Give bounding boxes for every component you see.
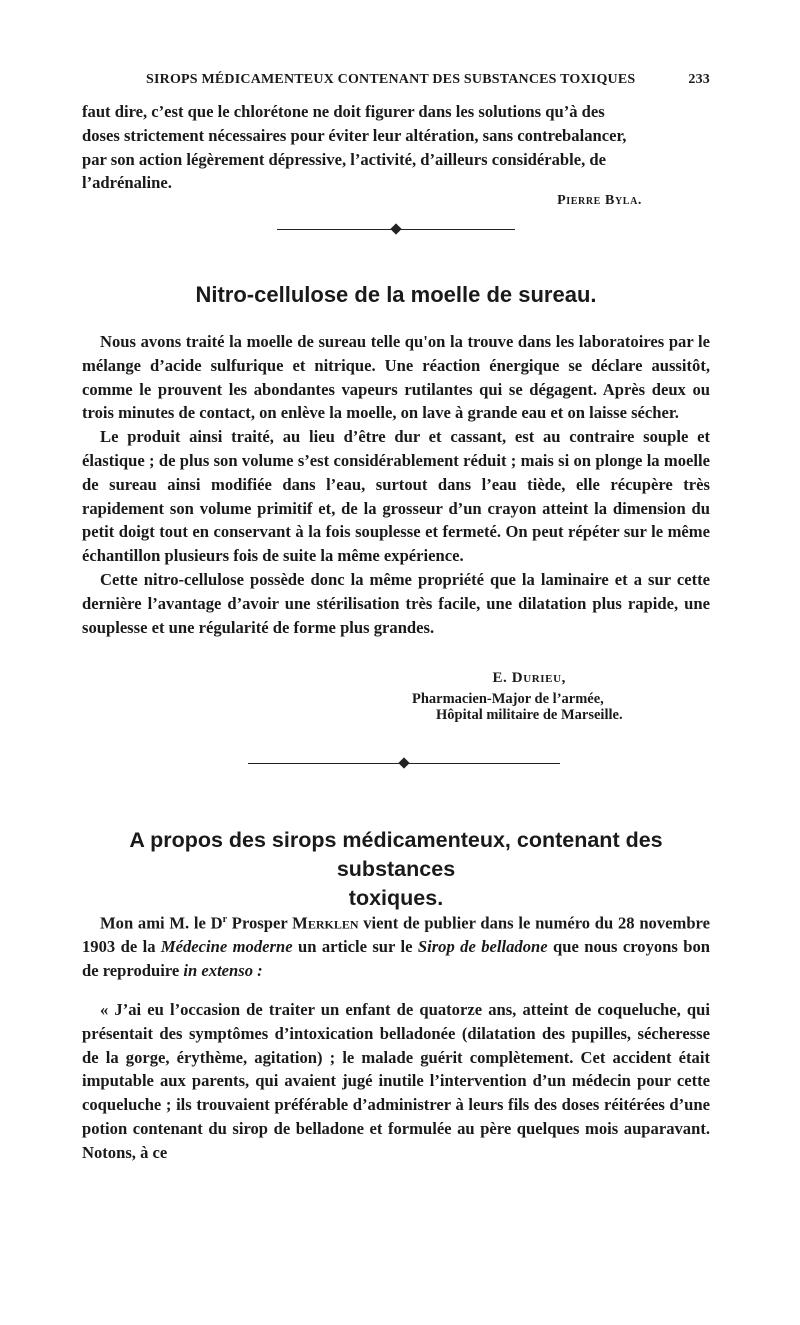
article-title-ref: Sirop de belladone [417, 937, 548, 957]
text-line: par son action légèrement dépressive, l’activité, d’ailleurs considérable, de [82, 149, 607, 169]
running-title: SIROPS MÉDICAMENTEUX CONTENANT DES SUBSTANCES TOXIQUES [146, 72, 636, 87]
affiliation-line: Hôpital militaire de Marseille. [436, 707, 623, 723]
text-line: faut dire, c’est que le chlorétone ne doit figurer dans les solutions qu’à des [82, 102, 605, 121]
signature-byla: Pierre Byla. [557, 193, 642, 208]
text-run: vient de publier dans le numéro du 28 novembre 1903 de la [82, 913, 710, 957]
text-run: que nous croyons bon de reproduire [82, 937, 710, 981]
paragraph: « J’ai eu l’occasion de traiter un enfant de quatorze ans, atteint de coqueluche, qui présentait des symptômes d’intoxication belladonée (dilatation des pupilles, sécheresse de la gorge, érythème, agitation) ; le malade guérit complètement. Cet accident était imputable aux parents, qui avaient jugé inutile l’intervention d’un médecin pour cette coqueluche ; ils trouvaient préférable d’administrer à leurs fils des doses réitérées d’une potion contenant du sirop de belladone et formulée au père quelques mois auparavant. Notons, à ce [82, 999, 710, 1162]
section-divider [277, 224, 515, 236]
paragraph [82, 908, 710, 983]
section-divider [248, 758, 560, 770]
latin-phrase: in extenso : [183, 961, 263, 981]
affiliation-line: Pharmacien-Major de l’armée, [412, 691, 604, 707]
author-name: Merklen [292, 913, 359, 933]
page-number: 233 [688, 72, 710, 87]
text-run: Mon ami M. le D [100, 913, 223, 933]
title-line: toxiques. [348, 886, 444, 910]
text-run: un article sur le [292, 937, 418, 957]
diamond-ornament-icon [398, 757, 409, 768]
superscript: r [222, 914, 228, 925]
article-ending [82, 100, 710, 195]
article-body-sirops [82, 908, 710, 1165]
running-head [82, 72, 710, 96]
title-line: A propos des sirops médicamenteux, contenant des substances [129, 828, 663, 881]
paragraph: Cette nitro-cellulose possède donc la même propriété que la laminaire et a sur cette dernière l’avantage d’avoir une stérilisation très facile, une dilatation plus rapide, une souplesse et une régularité de forme plus grandes. [82, 569, 710, 637]
text-line: l’adrénaline. [82, 173, 172, 193]
article-title-sirops [82, 826, 710, 913]
text-run: Prosper [227, 913, 293, 933]
paragraph: Le produit ainsi traité, au lieu d’être dur et cassant, est au contraire souple et élastique ; de plus son volume s’est considérablement réduit ; mais si on plonge la moelle de sureau ainsi modifiée dans l’eau, surtout dans l’eau tiède, elle récupère très rapidement son volume primitif et, de la grosseur d’un crayon atteint la dimension du petit doigt tout en conservant à la fois souplesse et fermeté. On peut répéter sur le même échantillon plusieurs fois de suite la même expérience. [82, 427, 710, 566]
document-page [82, 0, 710, 1325]
diamond-ornament-icon [390, 223, 401, 234]
text-line: doses strictement nécessaires pour éviter leur altération, sans contrebalancer, [82, 125, 627, 145]
article-body-nitrocellulose [82, 330, 710, 639]
paragraph: Nous avons traité la moelle de sureau telle qu'on la trouve dans les laboratoires par le mélange d’acide sulfurique et nitrique. Une réaction énergique se déclare aussitôt, comme le prouvent les abondantes vapeurs rutilantes qui se dégagent. Après deux ou trois minutes de contact, on enlève la moelle, on lave à grande eau et on laisse sécher. [82, 332, 710, 423]
article-title-nitrocellulose: Nitro-cellulose de la moelle de sureau. [195, 282, 597, 307]
journal-name: Médecine moderne [160, 937, 293, 957]
signature-durieu: E. Durieu, [492, 670, 566, 686]
